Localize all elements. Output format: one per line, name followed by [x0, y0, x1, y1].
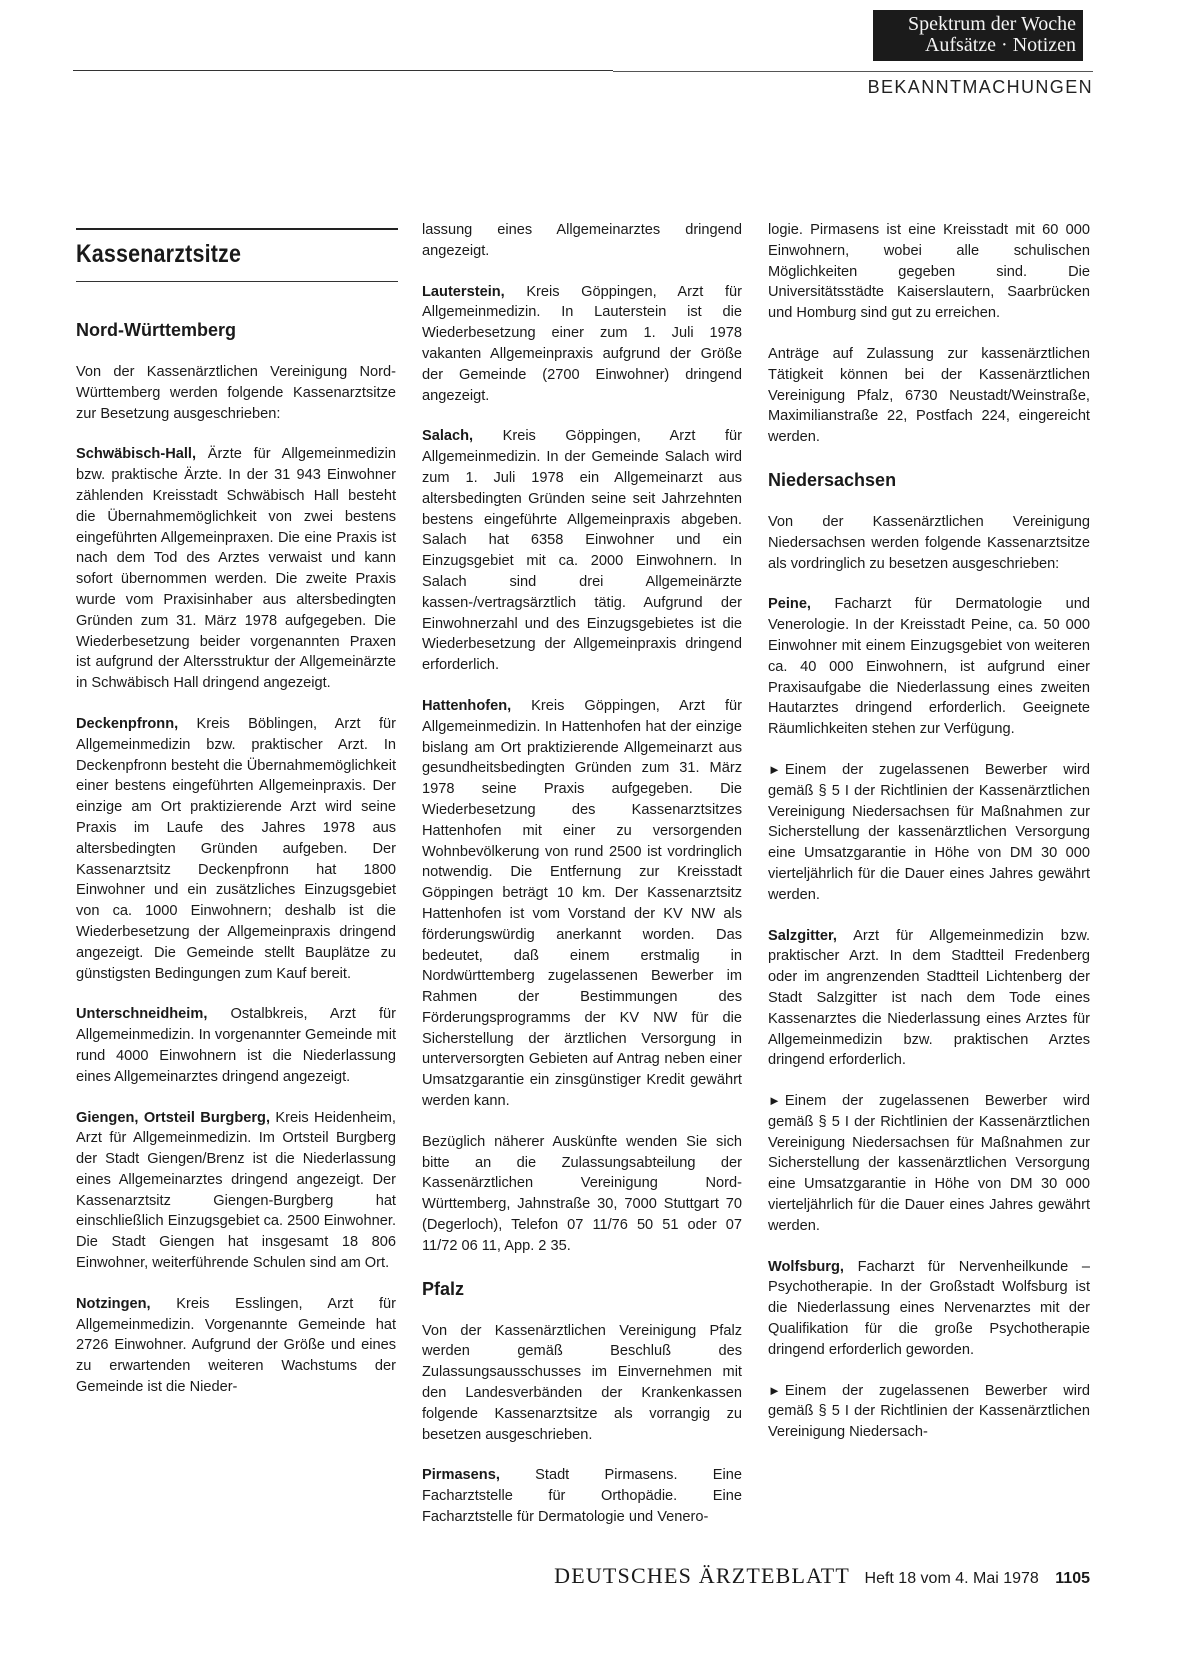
journal-name: DEUTSCHES ÄRZTEBLATT — [554, 1563, 851, 1588]
entry-text: Kreis Göppingen, Arzt für Allgemeinmedizin. In Hattenhofen hat der einzige bislang am Ort praktizierende Allgemeinarzt aus gesundheitsbedingten Gründen zum 31. März 1978 seine Praxis aufgegeben. Die Wiederbesetzung des Kassenarztsitzes Hattenhofen mit einer zu versorgenden Wohnbevölkerung von rund 2500 ist vordringlich notwendig. Die Entfernung zur Kreisstadt Göppingen beträgt 10 km. Der Kassenarztsitz Hattenhofen ist vom Vorstand der KV NW als förderungswürdig anerkannt worden. Das bedeutet, daß einem erstmalig in Nordwürttemberg zugelassenen Bewerber im Rahmen der Bestimmungen des Förderungsprogramms der KV NW für die Sicherstellung der ärztlichen Versorgung in unterversorgten Gebieten auf Antrag neben einer Umsatzgarantie ein zinsgünstiger Kredit gewährt werden kann. — [422, 697, 742, 1110]
entry-deckenpfronn — [76, 714, 396, 984]
triangle-bullet-icon: ► — [768, 1382, 781, 1398]
entry-hattenhofen — [422, 696, 742, 1112]
entry-text: Ärzte für Allgemeinmedizin bzw. praktische Ärzte. In der 31 943 Einwohner zählenden Kreisstadt Schwäbisch Hall besteht die Übernahmemöglichkeit von zwei bestens eingeführten Allgemeinpraxen. Die eine Praxis ist nach dem Tod des Arztes verwaist und kann sofort übernommen werden. Die zweite Praxis wurde vom Praxisinhaber aus altersbedingten Gründen zum 31. März 1978 aufgegeben. Die Wiederbesetzung beider vorgenannten Praxen ist aufgrund der Altersstruktur der Allgemeinärzte in Schwäbisch Hall dringend angezeigt. — [76, 446, 396, 692]
guarantee-paragraph — [768, 760, 1090, 906]
entry-unterschneidheim — [76, 1004, 396, 1087]
entry-place: Salach, — [422, 428, 474, 445]
intro-paragraph: Von der Kassenärztlichen Vereinigung Niedersachsen werden folgende Kassenarztsitze als vordringlich zu besetzen ausgeschrieben: — [768, 513, 1090, 572]
title-rule-bottom — [76, 281, 398, 282]
page-footer — [470, 1563, 1090, 1589]
entry-place: Wolfsburg, — [768, 1258, 844, 1275]
entry-peine — [768, 594, 1090, 740]
article-title: Kassenarztsitze — [76, 240, 242, 268]
entry-place: Schwäbisch-Hall, — [76, 446, 197, 463]
guarantee-paragraph — [768, 1091, 1090, 1237]
entry-place: Hattenhofen, — [422, 697, 512, 714]
header-rule-thin — [613, 71, 1093, 72]
entry-place: Notzingen, — [76, 1295, 151, 1312]
continued-text: logie. Pirmasens ist eine Kreisstadt mit 60 000 Einwohnern, wobei alle schulischen Möglichkeiten gegeben sind. Die Universitätsstädte Kaiserslautern, Saarbrücken und Homburg sind gut zu erreichen. — [768, 222, 1090, 322]
entry-text: Facharzt für Dermatologie und Venerologie. In der Kreisstadt Peine, ca. 50 000 Einwohner mit einem Einzugsgebiet von weiteren ca. 40 000 Einwohnern, ist aufgrund einer Praxisaufgabe die Niederlassung eines zweiten Hautarztes dringend erforderlich. Geeignete Räumlichkeiten stehen zur Verfügung. — [768, 596, 1090, 738]
entry-place: Peine, — [768, 596, 811, 613]
entry-place: Pirmasens, — [422, 1467, 500, 1484]
header-rule — [73, 70, 613, 71]
guarantee-text: Einem der zugelassenen Bewerber wird gemäß § 5 I der Richtlinien der Kassenärztlichen Vereinigung Niedersachsen für Maßnahmen zur Sicherstellung der kassenärztlichen Versorgung eine Umsatzgarantie in Höhe von DM 30 000 vierteljährlich für die Dauer eines Jahres gewährt werden. — [768, 1093, 1090, 1234]
triangle-bullet-icon: ► — [768, 761, 781, 777]
title-rule-top — [76, 228, 398, 230]
entry-text: Kreis Göppingen, Arzt für Allgemeinmedizin. In Lauterstein ist die Wiederbesetzung einer zum 1. Juli 1978 vakanten Allgemeinpraxis aufgrund der Größe der Gemeinde (2700 Einwohner) dringend angezeigt. — [422, 283, 742, 404]
continued-text: lassung eines Allgemeinarztes dringend angezeigt. — [422, 222, 742, 259]
entry-text: Ostalbkreis, Arzt für Allgemeinmedizin. In vorgenannter Gemeinde mit rund 4000 Einwohnern ist die Niederlassung eines Allgemeinarztes dringend angezeigt. — [76, 1006, 396, 1085]
entry-text: Facharzt für Nervenheilkunde – Psychotherapie. In der Großstadt Wolfsburg ist die Niederlassung eines Nervenarztes mit der Qualifikation für die große Psychotherapie dringend erforderlich geworden. — [768, 1258, 1090, 1358]
entry-text: Stadt Pirmasens. Eine Facharztstelle für Orthopädie. Eine Facharztstelle für Dermatologie und Venero- — [422, 1467, 742, 1526]
column-2 — [422, 220, 742, 1548]
triangle-bullet-icon: ► — [768, 1093, 781, 1109]
entry-place: Giengen, Ortsteil Burgberg, — [76, 1109, 271, 1126]
entry-text: Kreis Heidenheim, Arzt für Allgemeinmedizin. Im Ortsteil Burgberg der Stadt Giengen/Brenz ist die Niederlassung eines Allgemeinarztes dringend angezeigt. Der Kassenarztsitz Giengen-Burgberg hat einschließlich Einzugsgebiet ca. 2500 Einwohner. Die Stadt Giengen hat insgesamt 18 806 Einwohner, weiterführende Schulen sind am Ort. — [76, 1109, 396, 1272]
entry-text: Arzt für Allgemeinmedizin bzw. praktischer Arzt. In dem Stadtteil Fredenberg oder im angrenzenden Stadtteil Lichtenberg der Stadt Salzgitter ist nach dem Tode eines Kassenarztes die Niederlassung eines Arztes für Allgemeinmedizin bzw. praktischen Arztes dringend erforderlich. — [768, 927, 1090, 1069]
entry-place: Unterschneidheim, — [76, 1006, 208, 1023]
entry-place: Salzgitter, — [768, 927, 837, 944]
guarantee-text: Einem der zugelassenen Bewerber wird gemäß § 5 I der Richtlinien der Kassenärztlichen Vereinigung Niedersach- — [768, 1382, 1090, 1441]
entry-text: Kreis Böblingen, Arzt für Allgemeinmedizin bzw. praktischer Arzt. In Deckenpfronn besteht die Übernahmemöglichkeit einer bestens eingeführten Allgemeinpraxis. Der einzige am Ort praktizierende Arzt wird seine Praxis im Laufe des Jahres 1978 aus altersbedingten Gründen aufgeben. Der Kassenarztsitz Deckenpfronn hat 1800 Einwohner und ein zusätzliches Einzugsgebiet von ca. 1000 Einwohnern; deshalb ist die Wiederbesetzung der Allgemeinpraxis dringend angezeigt. Die Gemeinde stellt Bauplätze zu günstigsten Bedingungen zum Kauf bereit. — [76, 715, 396, 982]
application-paragraph: Anträge auf Zulassung zur kassenärztlichen Tätigkeit können bei der Kassenärztlichen Vereinigung Pfalz, 6730 Neustadt/Weinstraße, Maximilianstraße 22, Postfach 224, eingereicht werden. — [768, 345, 1090, 446]
contact-paragraph: Bezüglich näherer Auskünfte wenden Sie sich bitte an die Zulassungsabteilung der Kassenärztlichen Vereinigung Nord-Württemberg, Jahnstraße 30, 7000 Stuttgart 70 (Degerloch), Telefon 07 11/76 50 51 oder 07 11/72 06 11, App. 2 35. — [422, 1133, 742, 1254]
entry-salzgitter — [768, 926, 1090, 1072]
intro-paragraph: Von der Kassenärztlichen Vereinigung Nord-Württemberg werden folgende Kassenarztsitze zur Besetzung ausgeschrieben: — [76, 364, 396, 422]
region-heading-nord-wuerttemberg: Nord-Württemberg — [76, 320, 236, 340]
region-heading-niedersachsen: Niedersachsen — [768, 469, 897, 490]
rubric-line-2: Aufsätze · Notizen — [924, 34, 1076, 56]
guarantee-text: Einem der zugelassenen Bewerber wird gemäß § 5 I der Richtlinien der Kassenärztlichen Vereinigung Niedersachsen für Maßnahmen zur Sicherstellung der kassenärztlichen Versorgung eine Umsatzgarantie in Höhe von DM 30 000 vierteljährlich für die Dauer eines Jahres gewährt werden. — [768, 761, 1090, 903]
rubric-box — [873, 10, 1083, 61]
rubric-line-1: Spektrum der Woche — [908, 13, 1076, 35]
column-3 — [768, 220, 1090, 1463]
entry-text: Kreis Esslingen, Arzt für Allgemeinmedizin. Vorgenannte Gemeinde hat 2726 Einwohner. Aufgrund der Größe und eines zu erwartenden weiteren Wachstums der Gemeinde ist die Nieder- — [76, 1295, 396, 1396]
issue-info: Heft 18 vom 4. Mai 1978 — [864, 1570, 1039, 1587]
column-1 — [76, 318, 396, 1418]
entry-place: Lauterstein, — [422, 283, 505, 300]
entry-giengen — [76, 1108, 396, 1274]
region-heading-pfalz: Pfalz — [422, 1278, 465, 1299]
entry-text: Kreis Göppingen, Arzt für Allgemeinmedizin. In der Gemeinde Salach wird zum 1. Juli 1978 ein Allgemeinarzt aus altersbedingten Gründen seine seit Jahrzehnten bestens eingeführte Allgemeinpraxis abgeben. Salach hat 6358 Einwohner und ein Einzugsgebiet mit ca. 2000 Einwohnern. In Salach sind drei Allgemeinärzte kassen-/vertragsärztlich tätig. Aufgrund der Einwohnerzahl und des Einzugsgebietes ist die Wiederbesetzung der Allgemeinpraxis dringend erforderlich. — [422, 428, 742, 674]
entry-place: Deckenpfronn, — [76, 715, 179, 732]
entry-schwaebisch-hall — [76, 444, 396, 694]
page-number: 1105 — [1055, 1570, 1090, 1587]
entry-pirmasens — [422, 1465, 742, 1527]
guarantee-paragraph — [768, 1381, 1090, 1443]
entry-notzingen — [76, 1294, 396, 1398]
section-label: BEKANNTMACHUNGEN — [867, 77, 1093, 97]
entry-salach — [422, 426, 742, 676]
entry-lauterstein — [422, 282, 742, 407]
entry-wolfsburg — [768, 1257, 1090, 1361]
intro-paragraph: Von der Kassenärztlichen Vereinigung Pfalz werden gemäß Beschluß des Zulassungsausschusses im Einvernehmen mit den Landesverbänden der Krankenkassen folgende Kassenarztsitze als vorrangig zu besetzen ausgeschrieben. — [422, 1322, 742, 1443]
